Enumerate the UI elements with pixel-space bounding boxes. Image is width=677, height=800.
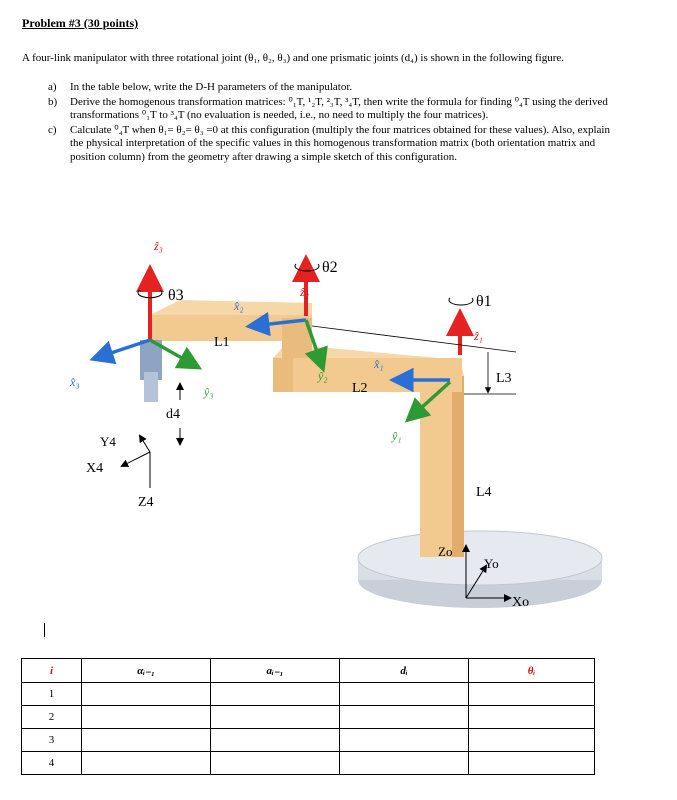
- theta-cell[interactable]: [469, 729, 595, 752]
- d-cell[interactable]: [340, 729, 469, 752]
- header-alpha: αᵢ₋₁: [82, 659, 211, 683]
- hand-x1: x̂₁: [374, 357, 384, 371]
- row-index: 2: [22, 706, 82, 729]
- row-index: 4: [22, 752, 82, 775]
- a-cell[interactable]: [211, 752, 340, 775]
- X0-label: Xo: [512, 595, 530, 610]
- theta1-rotation-icon: [449, 298, 473, 305]
- link-L1: [150, 300, 312, 358]
- a-cell[interactable]: [211, 683, 340, 706]
- dh-parameter-table: [21, 658, 595, 775]
- a-cell[interactable]: [211, 706, 340, 729]
- theta-cell[interactable]: [469, 683, 595, 706]
- table-row: [22, 752, 595, 775]
- header-i: i: [22, 659, 82, 683]
- header-a: aᵢ₋₁: [211, 659, 340, 683]
- hand-z3: ẑ₃: [154, 239, 163, 253]
- theta2-label: θ2: [322, 259, 338, 276]
- item-a-label: a): [48, 81, 57, 93]
- hand-z2: ẑ₂: [300, 285, 309, 299]
- header-d: dᵢ: [340, 659, 469, 683]
- hand-y3: ŷ₃: [204, 385, 214, 399]
- prismatic-piston: [140, 340, 162, 402]
- d4-label: d4: [166, 407, 180, 422]
- item-a-text: In the table below, write the D-H parameters of the manipulator.: [70, 81, 353, 93]
- L1-label: L1: [214, 335, 230, 350]
- theta-cell[interactable]: [469, 752, 595, 775]
- d-cell[interactable]: [340, 752, 469, 775]
- Y0-label: Yo: [484, 556, 499, 571]
- Z4-label: Z4: [138, 495, 154, 510]
- item-c-label: c): [48, 123, 57, 136]
- d-cell[interactable]: [340, 706, 469, 729]
- table-row: [22, 706, 595, 729]
- item-b-text: Derive the homogenous transformation matrices: ⁰₁T, ¹₂T, ²₃T, ³₄T, then write the formula for finding ⁰₄T using the derived transformations ⁰₁T to ³₄T (no evaluation is needed, i.e., no need to multiply the four matrices).: [70, 95, 608, 121]
- item-c-text: Calculate ⁰₄T when θ₁= θ₂= θ₃ =0 at this configuration (multiply the four matrices obtained for these values). Also, explain the physical interpretation of the specific values in this homogenous transformation matrix (both orientation matrix and position column) from the geometry after drawing a simple sketch of this configuration.: [70, 123, 610, 163]
- problem-title: Problem #3 (30 points): [22, 16, 139, 30]
- table-header-row: [22, 659, 595, 683]
- d-cell[interactable]: [340, 683, 469, 706]
- X4-label: X4: [86, 461, 104, 476]
- text-cursor: [44, 623, 45, 637]
- L4-label: L4: [476, 485, 492, 500]
- header-theta: θᵢ: [469, 659, 595, 683]
- L3-label: L3: [496, 371, 512, 386]
- theta3-label: θ3: [168, 287, 184, 304]
- theta-cell[interactable]: [469, 706, 595, 729]
- row-index: 3: [22, 729, 82, 752]
- x4-axis: [122, 452, 150, 466]
- alpha-cell[interactable]: [82, 683, 211, 706]
- row-index: 1: [22, 683, 82, 706]
- item-b-label: b): [48, 95, 58, 108]
- hand-x3: x̂₃: [70, 375, 80, 389]
- Y4-label: Y4: [100, 434, 116, 449]
- hand-y1: ŷ₁: [392, 429, 402, 443]
- hand-x2: x̂₂: [234, 299, 244, 313]
- y4-axis: [140, 436, 150, 452]
- base-disc: [358, 531, 602, 608]
- hand-y2: ŷ₂: [318, 369, 328, 383]
- alpha-cell[interactable]: [82, 706, 211, 729]
- table-row: [22, 683, 595, 706]
- theta1-label: θ1: [476, 293, 492, 310]
- alpha-cell[interactable]: [82, 752, 211, 775]
- L2-label: L2: [352, 381, 368, 396]
- hand-z1: ẑ₁: [474, 329, 483, 343]
- Z0-label: Zo: [438, 544, 453, 559]
- table-row: [22, 729, 595, 752]
- alpha-cell[interactable]: [82, 729, 211, 752]
- L3-dim-top: [312, 326, 516, 352]
- a-cell[interactable]: [211, 729, 340, 752]
- problem-intro: A four-link manipulator with three rotational joint (θ₁, θ₂, θ₃) and one prismatic joints (d₄) is shown in the following figure.: [22, 52, 565, 64]
